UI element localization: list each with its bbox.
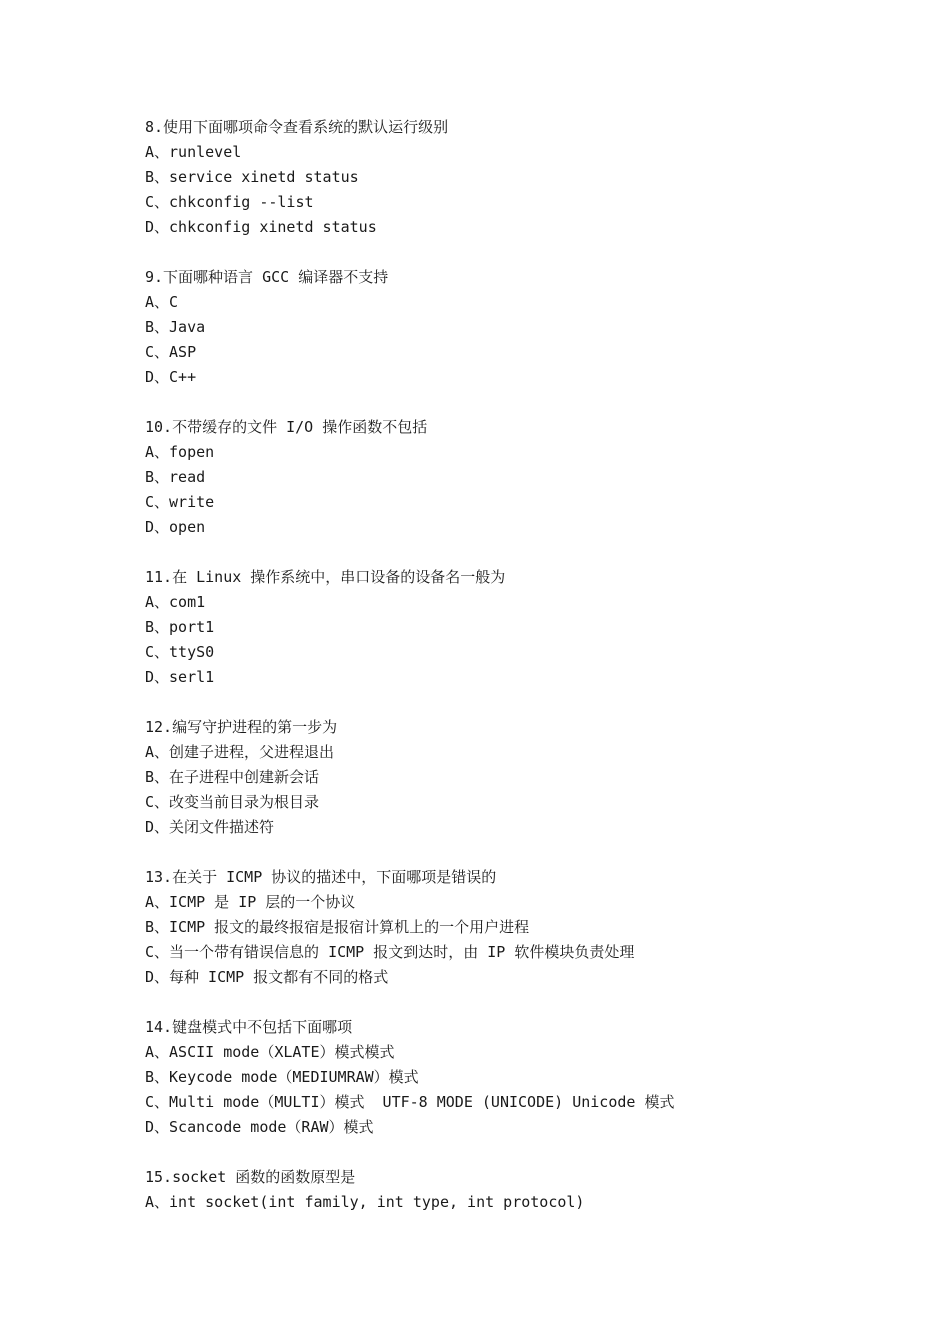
option-c: C、write: [145, 493, 215, 511]
question-title: 14.键盘模式中不包括下面哪项: [145, 1018, 353, 1036]
option-a: A、fopen: [145, 443, 215, 461]
option-b: B、ICMP 报文的最终报宿是报宿计算机上的一个用户进程: [145, 918, 530, 936]
question-8: [145, 115, 905, 240]
option-a: A、ASCII mode（XLATE）模式模式: [145, 1043, 395, 1061]
option-b: B、在子进程中创建新会话: [145, 768, 320, 786]
option-b: B、Keycode mode（MEDIUMRAW）模式: [145, 1068, 419, 1086]
question-14: [145, 1015, 905, 1140]
document-page: [145, 115, 905, 1240]
question-title: 10.不带缓存的文件 I/O 操作函数不包括: [145, 418, 428, 436]
question-15: [145, 1165, 905, 1215]
option-d: D、关闭文件描述符: [145, 818, 275, 836]
question-title: 11.在 Linux 操作系统中，串口设备的设备名一般为: [145, 568, 506, 586]
option-c: C、ASP: [145, 343, 197, 361]
option-c: C、Multi mode（MULTI）模式 UTF-8 MODE (UNICODE) Unicode 模式: [145, 1093, 675, 1111]
question-title: 8.使用下面哪项命令查看系统的默认运行级别: [145, 118, 449, 136]
option-a: A、C: [145, 293, 179, 311]
option-b: B、service xinetd status: [145, 168, 359, 186]
option-a: A、runlevel: [145, 143, 242, 161]
question-13: [145, 865, 905, 990]
option-c: C、ttyS0: [145, 643, 215, 661]
question-9: [145, 265, 905, 390]
question-title: 12.编写守护进程的第一步为: [145, 718, 338, 736]
question-11: [145, 565, 905, 690]
question-12: [145, 715, 905, 840]
option-b: B、Java: [145, 318, 206, 336]
option-d: D、Scancode mode（RAW）模式: [145, 1118, 374, 1136]
option-a: A、com1: [145, 593, 206, 611]
option-a: A、创建子进程，父进程退出: [145, 743, 335, 761]
option-c: C、当一个带有错误信息的 ICMP 报文到达时，由 IP 软件模块负责处理: [145, 943, 635, 961]
option-b: B、port1: [145, 618, 215, 636]
option-a: A、ICMP 是 IP 层的一个协议: [145, 893, 356, 911]
question-10: [145, 415, 905, 540]
question-title: 13.在关于 ICMP 协议的描述中，下面哪项是错误的: [145, 868, 497, 886]
question-title: 15.socket 函数的函数原型是: [145, 1168, 356, 1186]
option-d: D、chkconfig xinetd status: [145, 218, 377, 236]
option-a: A、int socket(int family, int type, int protocol): [145, 1193, 585, 1211]
question-title: 9.下面哪种语言 GCC 编译器不支持: [145, 268, 389, 286]
option-d: D、open: [145, 518, 206, 536]
option-b: B、read: [145, 468, 206, 486]
option-d: D、每种 ICMP 报文都有不同的格式: [145, 968, 389, 986]
option-d: D、C++: [145, 368, 197, 386]
option-d: D、serl1: [145, 668, 215, 686]
option-c: C、chkconfig --list: [145, 193, 314, 211]
option-c: C、改变当前目录为根目录: [145, 793, 320, 811]
